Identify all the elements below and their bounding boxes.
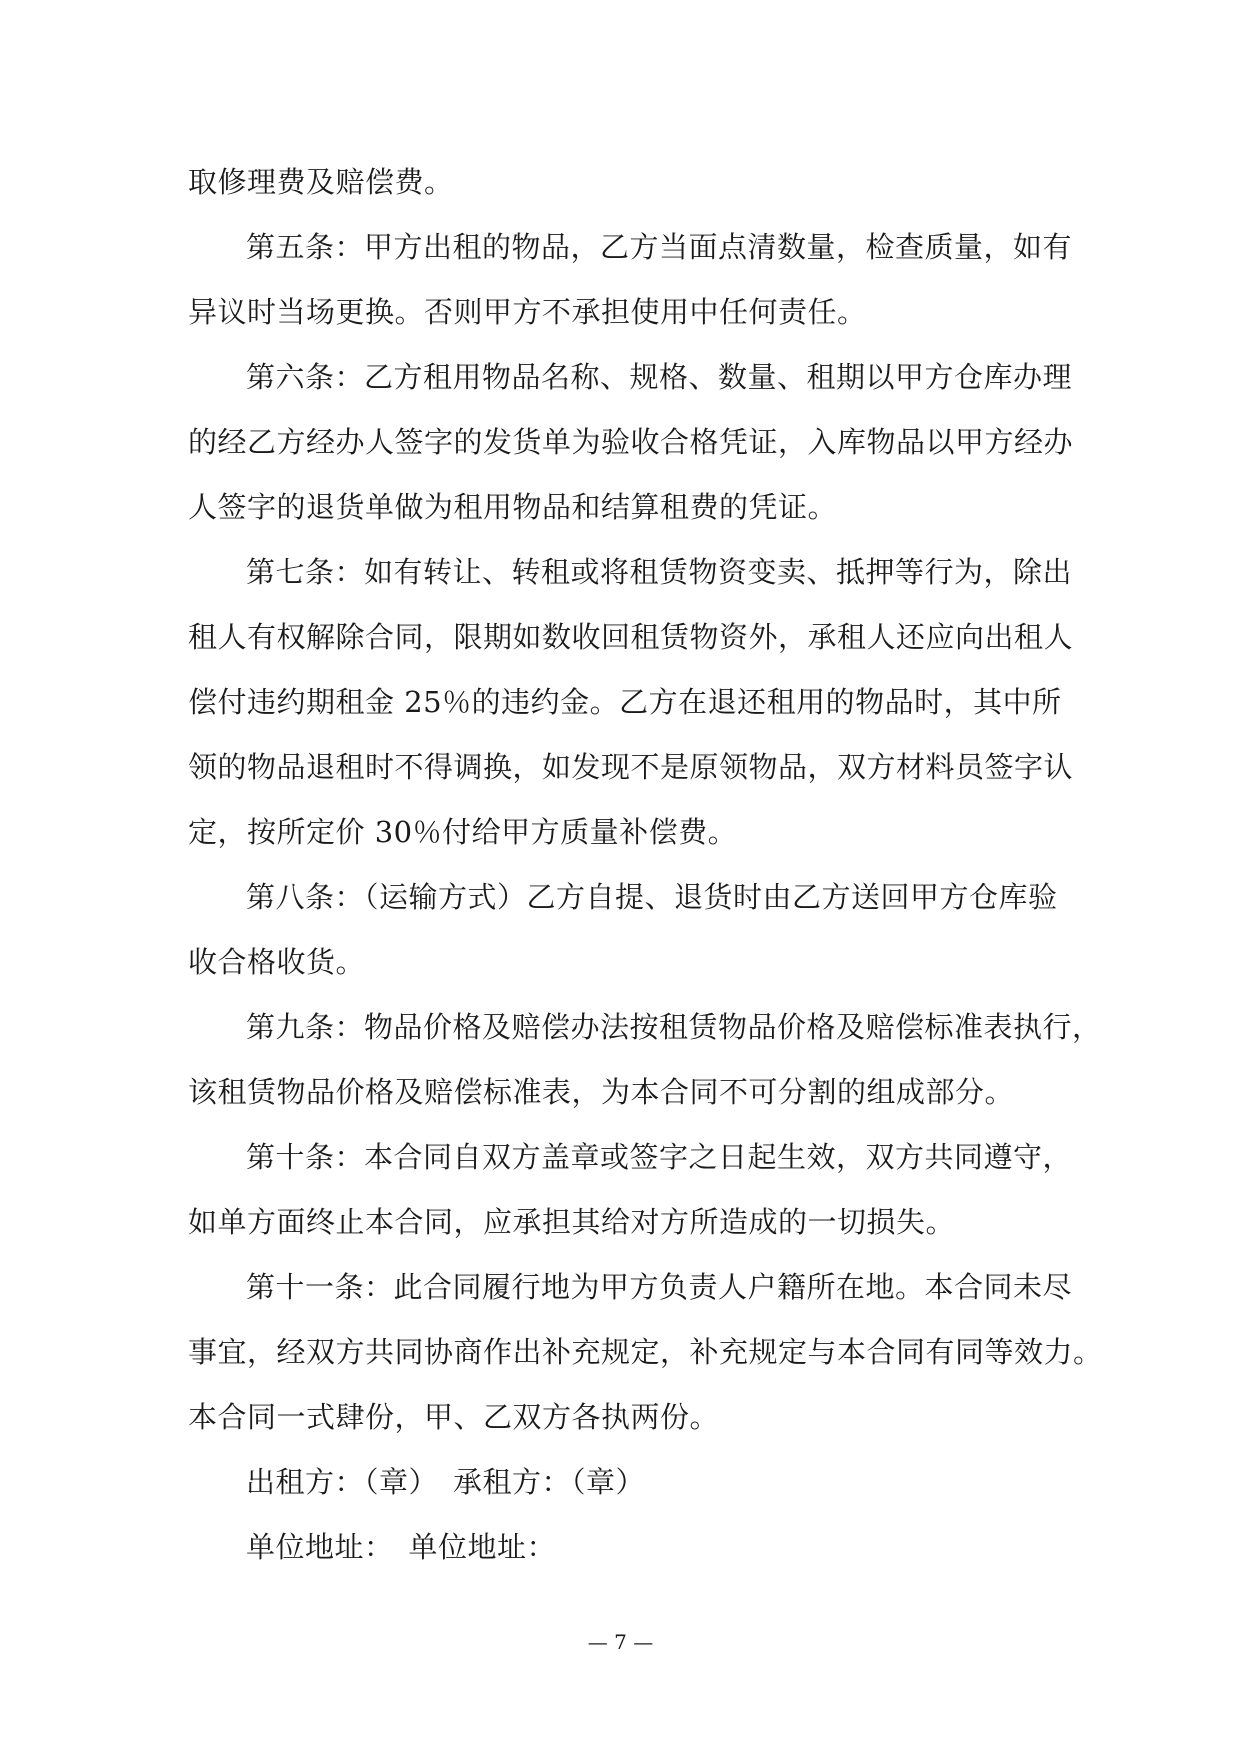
clause-10-line-1: 第十条：本合同自双方盖章或签字之日起生效，双方共同遵守，: [246, 1140, 1073, 1174]
clause-6-line-1: 第六条：乙方租用物品名称、规格、数量、租期以甲方仓库办理: [246, 360, 1073, 394]
clause-5-line-1: 第五条：甲方出租的物品，乙方当面点清数量，检查质量，如有: [246, 230, 1073, 264]
clause-7-line-3: 偿付违约期租金 25％的违约金。乙方在退还租用的物品时，其中所: [188, 685, 1062, 719]
clause-7-line-2: 租人有权解除合同，限期如数收回租赁物资外，承租人还应向出租人: [188, 620, 1074, 654]
clause-6-line-3: 人签字的退货单做为租用物品和结算租费的凭证。: [188, 490, 838, 524]
clause-6-line-2: 的经乙方经办人签字的发货单为验收合格凭证，入库物品以甲方经办: [188, 425, 1074, 459]
clause-10-line-2: 如单方面终止本合同，应承担其给对方所造成的一切损失。: [188, 1205, 956, 1239]
clause-11-line-3: 本合同一式肆份，甲、乙双方各执两份。: [188, 1400, 720, 1434]
clause-11-line-2: 事宜，经双方共同协商作出补充规定，补充规定与本合同有同等效力。: [188, 1335, 1103, 1369]
clause-9-line-2: 该租赁物品价格及赔偿标准表，为本合同不可分割的组成部分。: [188, 1075, 1015, 1109]
page-number: — 7 —: [587, 1630, 654, 1654]
clause-11-line-1: 第十一条：此合同履行地为甲方负责人户籍所在地。本合同未尽: [246, 1270, 1073, 1304]
address-line: 单位地址： 单位地址：: [246, 1530, 557, 1564]
clause-8-line-2: 收合格收货。: [188, 945, 366, 979]
clause-9-line-1: 第九条：物品价格及赔偿办法按租赁物品价格及赔偿标准表执行，: [246, 1010, 1102, 1044]
clause-7-line-5: 定，按所定价 30％付给甲方质量补偿费。: [188, 815, 738, 849]
clause-7-line-1: 第七条：如有转让、转租或将租赁物资变卖、抵押等行为，除出: [246, 555, 1073, 589]
text-line: 取修理费及赔偿费。: [188, 165, 454, 199]
clause-5-line-2: 异议时当场更换。否则甲方不承担使用中任何责任。: [188, 295, 867, 329]
clause-7-line-4: 领的物品退租时不得调换，如发现不是原领物品，双方材料员签字认: [188, 750, 1074, 784]
signature-parties-line: 出租方：（章） 承租方：（章）: [246, 1465, 646, 1499]
clause-8-line-1: 第八条：（运输方式）乙方自提、退货时由乙方送回甲方仓库验: [246, 880, 1058, 914]
contract-body: [188, 150, 1103, 1580]
